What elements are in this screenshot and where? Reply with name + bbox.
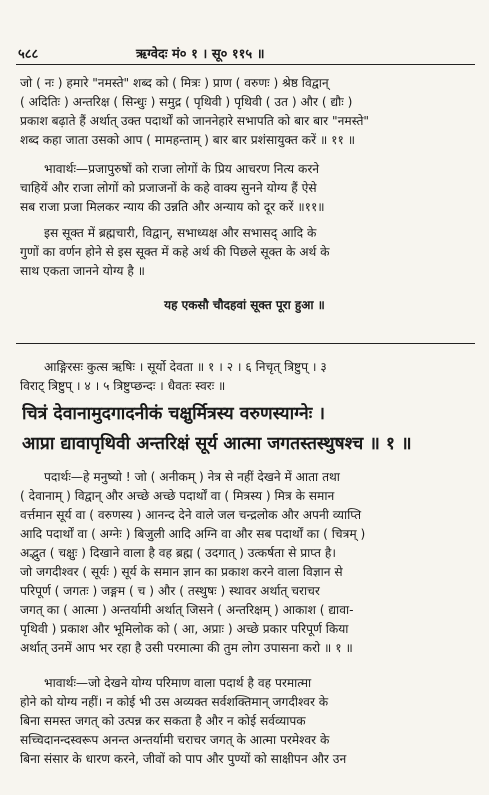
bhavartha-line: बिना समस्त जगत् को उत्पन्न कर सकता है और न कोई सर्वव्यापक <box>20 714 306 728</box>
padartha-line: जो जगदीश्वर ( सूर्यः ) सूर्य के समान ज्ञान का प्रकाश करने वाला विज्ञान से <box>20 565 343 579</box>
page-number: ५८८ <box>18 47 39 62</box>
padartha-line: पदार्थः—हे मनुष्यो ! जो ( अनीकम् ) नेत्र से नहीं देखने में आता तथा <box>44 470 340 484</box>
padartha-line: ( देवानाम् ) विद्वान् और अच्छे अच्छे पदार्थों वा ( मित्रस्य ) मित्र के समान <box>20 489 335 503</box>
mantra-line: आप्रा द्यावापृथिवी अन्तरिक्षं सूर्य आत्मा जगतस्तस्थुषश्च ॥ १ ॥ <box>22 434 412 454</box>
summary-line: गुणों का वर्णन होने से इस सूक्त में कहे अर्थ की पिछले सूक्त के अर्थ के <box>20 245 330 259</box>
text-line: ( अदितिः ) अन्तरिक्ष ( सिन्धुः ) समुद्र ( पृथिवी ) पृथिवी ( उत ) और ( द्यौः ) <box>20 95 353 109</box>
padartha-line: पृथिवी ) प्रकाश और भूमिलोक को ( आ, अप्राः ) अच्छे प्रकार परिपूर्ण किया <box>20 622 349 636</box>
padartha-line: परिपूर्ण ( जगतः ) जङ्गम ( च ) और ( तस्थुषः ) स्थावर अर्थात् चराचर <box>20 584 320 598</box>
header-rule <box>16 64 475 65</box>
summary-line: इस सूक्त में ब्रह्मचारी, विद्वान्, सभाध्यक्ष और सभासद् आदि के <box>44 226 317 240</box>
padartha-line: अर्थात् उनमें आप भर रहा है उसी परमात्मा की तुम लोग उपासना करो ॥ १ ॥ <box>20 641 353 655</box>
text-line: प्रकाश बढ़ाते हैं अर्थात् उक्त पदार्थों को जाननेहारे सभापति को बार बार "नमस्ते" <box>20 114 369 128</box>
running-reference: ऋग्वेदः मं० १ । सू० ११५ ॥ <box>136 47 265 62</box>
sukta-completion: यह एकसौ चौदहवां सूक्त पूरा हुआ ॥ <box>164 298 325 312</box>
rishi-line: आङ्गिरसः कुत्स ऋषिः । सूर्यो देवता ॥ १ । २ । ६ निचृत् त्रिष्टुप् । ३ <box>44 360 327 374</box>
summary-line: साथ एकता जानने योग्य है ॥ <box>20 264 145 278</box>
padartha-line: आदि पदार्थों वा ( अग्नेः ) बिजुली आदि अग्नि वा और सब पदार्थों का ( चित्रम् ) <box>20 527 366 541</box>
padartha-line: जगत् का ( आत्मा ) अन्तर्यामी अर्थात् जिसने ( अन्तरिक्षम् ) आकाश ( द्यावा- <box>20 603 354 617</box>
bhavartha-line: भावार्थः—प्रजापुरुषों को राजा लोगों के प्रिय आचरण नित्य करने <box>44 162 320 176</box>
padartha-line: अद्भुत ( चक्षुः ) दिखाने वाला है वह ब्रह्म ( उदगात् ) उत्कर्षता से प्राप्त है। <box>20 546 336 560</box>
section-rule <box>16 343 475 344</box>
rishi-line: विराट् त्रिष्टुप् । ४ । ५ त्रिष्टुप्छन्दः । धैवतः स्वरः ॥ <box>20 379 226 393</box>
text-line: जो ( नः ) हमारे "नमस्ते" शब्द को ( मित्रः ) प्राण ( वरुणः ) श्रेष्ठ विद्वान् <box>20 76 329 90</box>
bhavartha-line: चाहियें और राजा लोगों को प्रजाजनों के कहे वाक्य सुनने योग्य हैं ऐसे <box>20 181 317 195</box>
page-header <box>18 44 471 66</box>
mantra-line: चित्रं देवानामुदगादनीकं चक्षुर्मित्रस्य वरुणस्याग्नेः । <box>22 404 326 424</box>
bhavartha-line: होने को योग्य नहीं। न कोई भी उस अव्यक्त सर्वशक्तिमान् जगदीश्वर के <box>20 695 329 709</box>
text-line: शब्द कहा जाता उसको आप ( मामहन्ताम् ) बार बार प्रशंसायुक्त करें ॥ ११ ॥ <box>20 133 356 147</box>
padartha-line: वर्त्तमान सूर्य वा ( वरुणस्य ) आनन्द देने वाले जल चन्द्रलोक और अपनी व्याप्ति <box>20 508 362 522</box>
bhavartha-line: सब राजा प्रजा मिलकर न्याय की उन्नति और अन्याय को दूर करें ॥११॥ <box>20 200 325 214</box>
bhavartha-line: भावार्थः—जो देखने योग्य परिमाण वाला पदार्थ है वह परमात्मा <box>44 676 312 690</box>
bhavartha-line: बिना संसार के धारण करने, जीवों को पाप और पुण्यों को साक्षीपन और उन <box>20 752 347 766</box>
bhavartha-line: सच्चिदानन्दस्वरूप अनन्त अन्तर्यामी चराचर जगत् के आत्मा परमेश्वर के <box>20 733 330 747</box>
